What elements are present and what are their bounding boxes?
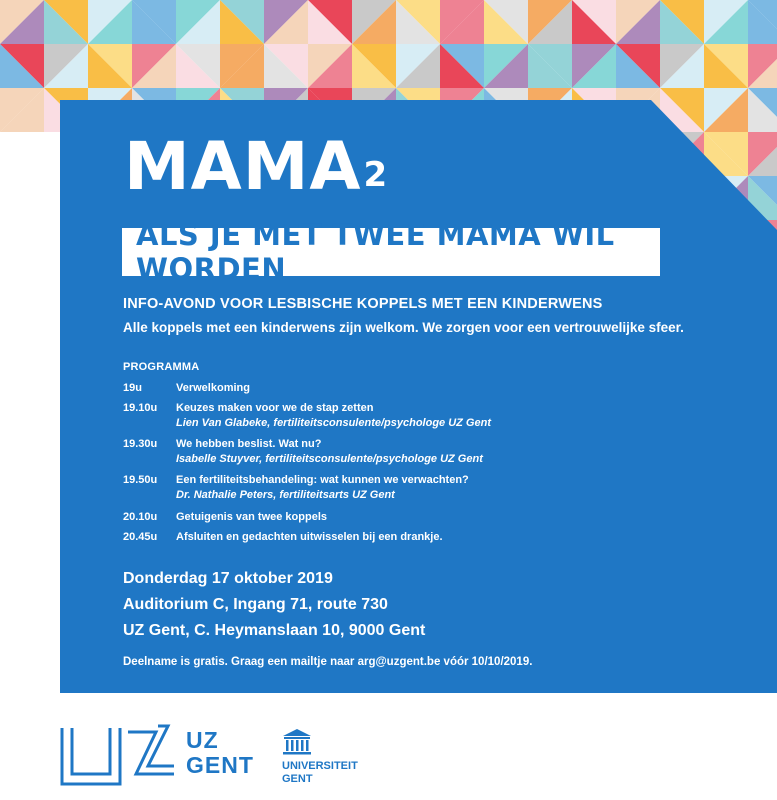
programma-desc: Getuigenis van twee koppels bbox=[176, 511, 327, 523]
programma-desc: Afsluiten en gedachten uitwisselen bij een drankje. bbox=[176, 531, 443, 543]
info-heading: INFO-AVOND VOOR LESBISCHE KOPPELS MET EEN KINDERWENS bbox=[123, 296, 603, 312]
programma-time: 20.45u bbox=[123, 531, 158, 543]
uz-gent-logo-icon bbox=[58, 722, 178, 792]
registration-note: Deelname is gratis. Graag een mailtje naar arg@uzgent.be vóór 10/10/2019. bbox=[123, 656, 533, 668]
programma-desc: Keuzes maken voor we de stap zetten bbox=[176, 402, 374, 414]
programma-heading: PROGRAMMA bbox=[123, 361, 200, 373]
programma-speaker: Isabelle Stuyver, fertiliteitsconsulente/psychologe UZ Gent bbox=[176, 453, 483, 465]
universiteit-gent-wordmark: UNIVERSITEIT GENT bbox=[282, 760, 358, 785]
info-description: Alle koppels met een kinderwens zijn welkom. We zorgen voor een vertrouwelijke sfeer. bbox=[123, 320, 684, 335]
event-date: Donderdag 17 oktober 2019 bbox=[123, 570, 333, 587]
programma-time: 19.30u bbox=[123, 438, 158, 450]
programma-speaker: Lien Van Glabeke, fertiliteitsconsulente/psychologe UZ Gent bbox=[176, 417, 491, 429]
programma-desc: We hebben beslist. Wat nu? bbox=[176, 438, 322, 450]
programma-speaker: Dr. Nathalie Peters, fertiliteitsarts UZ Gent bbox=[176, 489, 395, 501]
event-subtitle: ALS JE MET TWEE MAMA WIL WORDEN bbox=[136, 218, 615, 286]
event-location: Auditorium C, Ingang 71, route 730 bbox=[123, 596, 388, 613]
universiteit-gent-building-icon bbox=[280, 728, 314, 758]
programma-time: 20.10u bbox=[123, 511, 158, 523]
programma-time: 19u bbox=[123, 382, 142, 394]
programma-desc: Verwelkoming bbox=[176, 382, 250, 394]
programma-desc: Een fertiliteitsbehandeling: wat kunnen we verwachten? bbox=[176, 474, 469, 486]
event-address: UZ Gent, C. Heymanslaan 10, 9000 Gent bbox=[123, 622, 426, 639]
programma-time: 19.50u bbox=[123, 474, 158, 486]
programma-time: 19.10u bbox=[123, 402, 158, 414]
event-title: MAMA$^2$ bbox=[124, 128, 389, 205]
uz-gent-wordmark: UZ GENT bbox=[186, 727, 254, 778]
subtitle-banner bbox=[122, 218, 660, 286]
